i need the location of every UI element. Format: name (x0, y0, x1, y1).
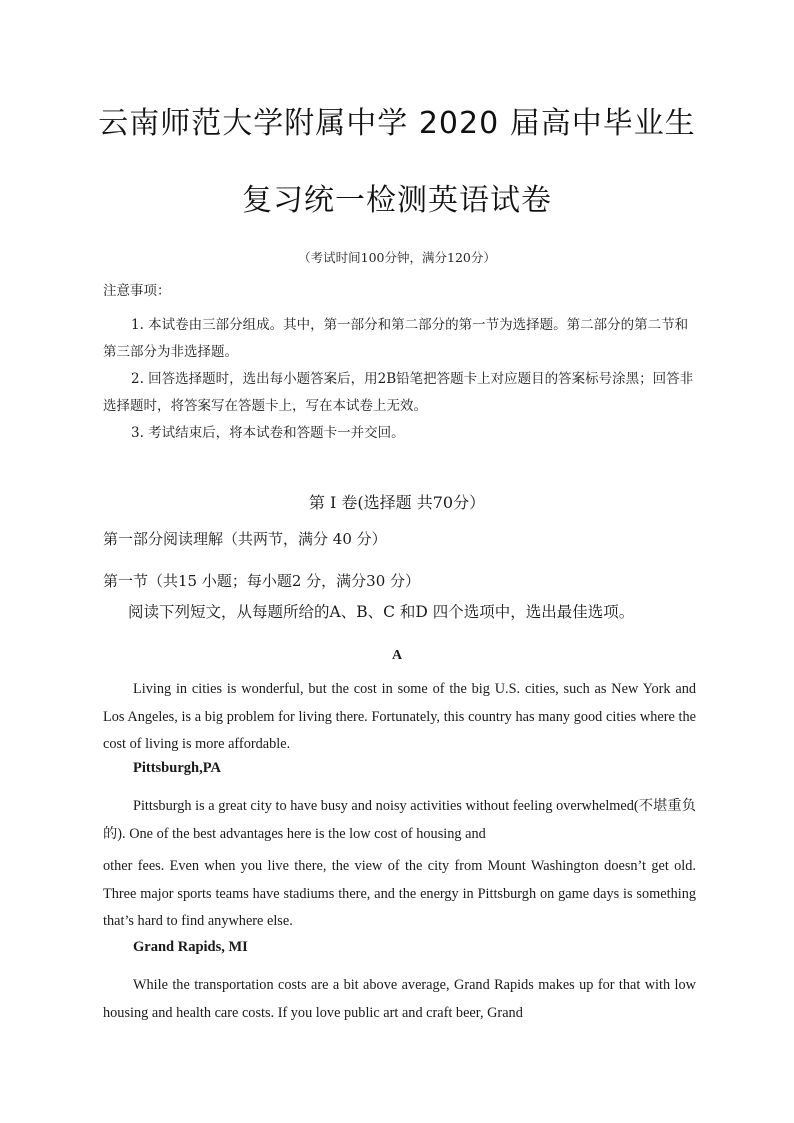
pittsburgh-paragraph-part-2: other fees. Even when you live there, the view of the city from Mount Washington doesn’t get old. Three major sports teams have stadiums there, and the energy in Pittsburgh on game days is something that’s hard to find anywhere else. (103, 858, 696, 929)
volume-title: 第 I 卷(选择题 共70分） (308, 493, 486, 512)
part-one-heading: 第一部分阅读理解（共两节，满分 40 分） (103, 530, 387, 548)
exam-time-and-score: （考试时间100分钟，满分120分） (298, 250, 496, 265)
section-one-heading: 第一节（共15 小题；每小题2 分，满分30 分） (103, 572, 421, 590)
exam-title-line-1: 云南师范大学附属中学 2020 届高中毕业生 (98, 106, 696, 141)
notice-item-1: 1. 本试卷由三部分组成。其中，第一部分和第二部分的第一节为选择题。第二部分的第二节和第三部分为非选择题。 (103, 317, 689, 360)
exam-title-line-2: 复习统一检测英语试卷 (242, 183, 552, 218)
reading-instruction: 阅读下列短文，从每题所给的A、B、C 和D 四个选项中，选出最佳选项。 (128, 603, 635, 621)
pittsburgh-paragraph-part-1: Pittsburgh is a great city to have busy and noisy activities without feeling overwhelmed(不堪重负的). One of the best advantages here is the low cost of housing and (103, 798, 696, 842)
passage-intro: Living in cities is wonderful, but the cost in some of the big U.S. cities, such as New York and Los Angeles, is a big problem for living there. Fortunately, this country has many good cities where the cost of living is more affordable. (103, 681, 696, 752)
notice-heading: 注意事项： (103, 283, 171, 299)
notice-item-3: 3. 考试结束后，将本试卷和答题卡一并交回。 (131, 425, 405, 441)
notice-list (103, 312, 695, 447)
city-heading-grand-rapids: Grand Rapids, MI (133, 939, 248, 955)
city-heading-pittsburgh: Pittsburgh,PA (133, 760, 221, 776)
grand-rapids-paragraph: While the transportation costs are a bit above average, Grand Rapids makes up for that with low housing and health care costs. If you love public art and craft beer, Grand (103, 977, 696, 1021)
passage-letter: A (391, 648, 403, 663)
notice-item-2: 2. 回答选择题时，选出每小题答案后，用2B铅笔把答题卡上对应题目的答案标号涂黑；回答非选择题时，将答案写在答题卡上，写在本试卷上无效。 (103, 371, 694, 414)
